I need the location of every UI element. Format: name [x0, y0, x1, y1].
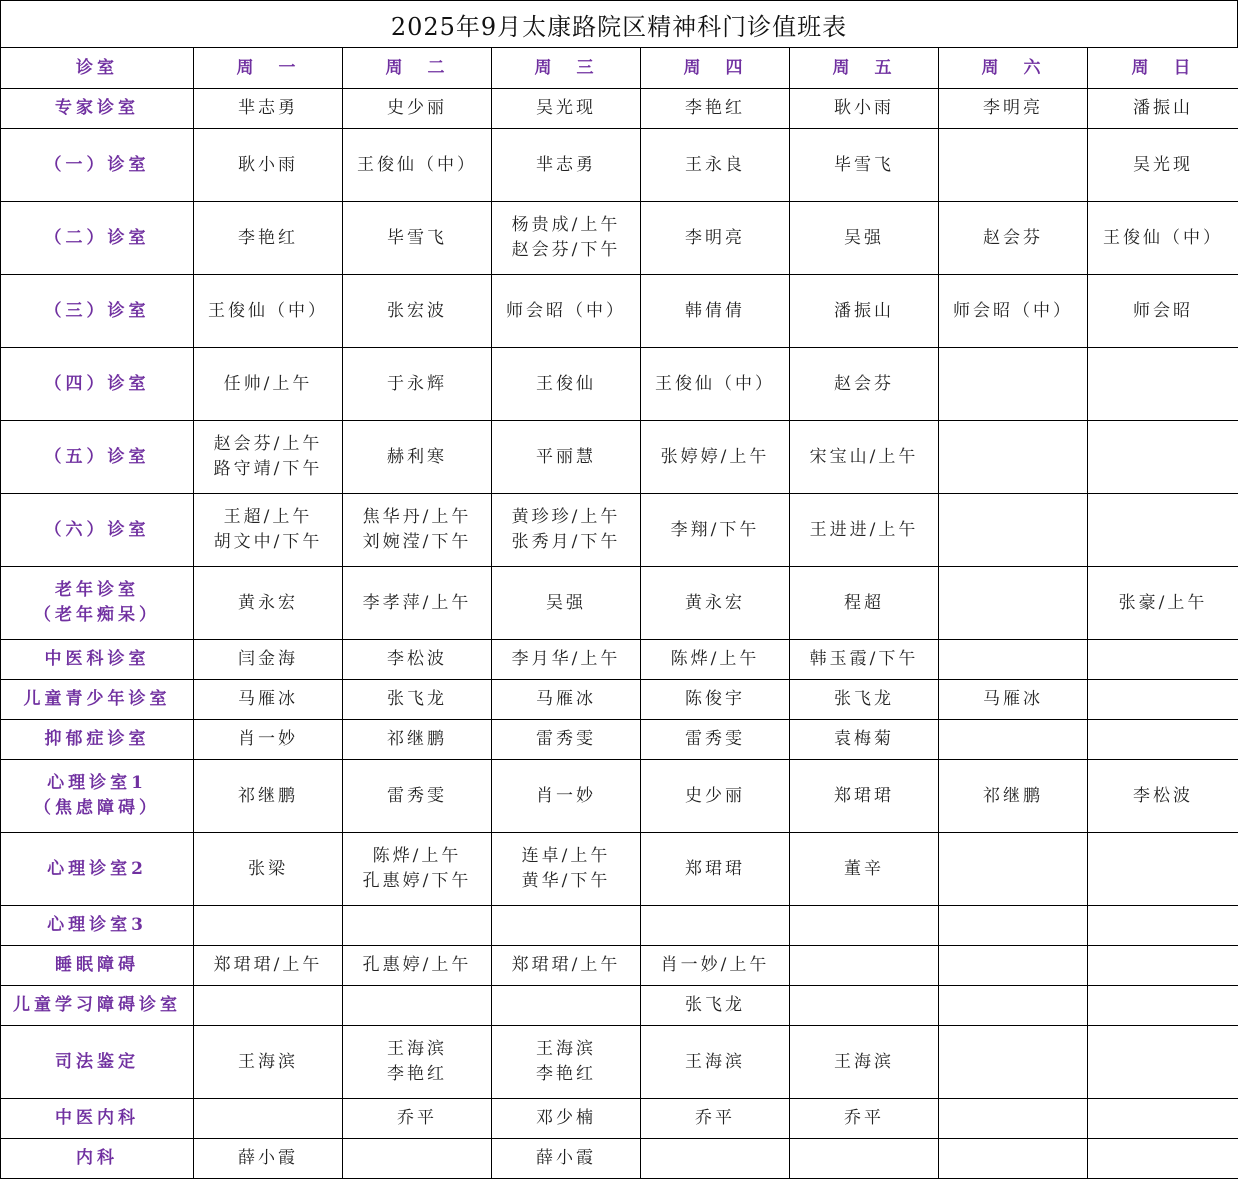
- schedule-cell: [343, 1139, 492, 1179]
- table-row: [1, 567, 1238, 640]
- room-name: 内科: [1, 1139, 194, 1179]
- room-name: （六）诊室: [1, 494, 194, 567]
- header-room: 诊室: [1, 48, 194, 89]
- schedule-cell: 李明亮: [641, 202, 790, 275]
- schedule-cell: 袁梅菊: [790, 720, 939, 760]
- room-name: 儿童学习障碍诊室: [1, 986, 194, 1026]
- schedule-cell: 毕雪飞: [343, 202, 492, 275]
- schedule-cell: [939, 720, 1088, 760]
- schedule-cell: [1088, 720, 1238, 760]
- schedule-cell: [939, 567, 1088, 640]
- schedule-cell: 潘振山: [790, 275, 939, 348]
- schedule-cell: [1088, 906, 1238, 946]
- schedule-cell: 王超/上午 胡文中/下午: [194, 494, 343, 567]
- schedule-cell: 吴光现: [492, 89, 641, 129]
- schedule-cell: [939, 1026, 1088, 1099]
- schedule-cell: 闫金海: [194, 640, 343, 680]
- schedule-cell: 郑珺珺: [790, 760, 939, 833]
- schedule-cell: 孔惠婷/上午: [343, 946, 492, 986]
- schedule-cell: 李月华/上午: [492, 640, 641, 680]
- table-row: [1, 1026, 1238, 1099]
- schedule-cell: [1088, 986, 1238, 1026]
- room-name: （四）诊室: [1, 348, 194, 421]
- schedule-cell: [194, 906, 343, 946]
- header-friday: 周 五: [790, 48, 939, 89]
- table-row: [1, 640, 1238, 680]
- schedule-cell: [1088, 946, 1238, 986]
- table-row: [1, 946, 1238, 986]
- schedule-cell: 祁继鹏: [939, 760, 1088, 833]
- table-row: [1, 421, 1238, 494]
- schedule-cell: [939, 833, 1088, 906]
- schedule-cell: 吴光现: [1088, 129, 1238, 202]
- schedule-cell: [939, 986, 1088, 1026]
- schedule-cell: 郑珺珺/上午: [194, 946, 343, 986]
- schedule-cell: 乔平: [343, 1099, 492, 1139]
- schedule-cell: 王永良: [641, 129, 790, 202]
- header-sunday: 周 日: [1088, 48, 1238, 89]
- schedule-cell: [1088, 1099, 1238, 1139]
- schedule-cell: [790, 946, 939, 986]
- schedule-cell: 王海滨: [641, 1026, 790, 1099]
- schedule-cell: 李松波: [1088, 760, 1238, 833]
- schedule-cell: 赫利寒: [343, 421, 492, 494]
- schedule-cell: 王海滨 李艳红: [343, 1026, 492, 1099]
- schedule-cell: 薛小霞: [194, 1139, 343, 1179]
- schedule-cell: 芈志勇: [194, 89, 343, 129]
- schedule-cell: [939, 1139, 1088, 1179]
- schedule-cell: 芈志勇: [492, 129, 641, 202]
- schedule-cell: [641, 1139, 790, 1179]
- room-name: 专家诊室: [1, 89, 194, 129]
- schedule-cell: [790, 1139, 939, 1179]
- schedule-cell: [194, 986, 343, 1026]
- table-row: [1, 1139, 1238, 1179]
- schedule-cell: 李艳红: [641, 89, 790, 129]
- table-row: [1, 275, 1238, 348]
- schedule-cell: 乔平: [790, 1099, 939, 1139]
- schedule-cell: 陈烨/上午 孔惠婷/下午: [343, 833, 492, 906]
- schedule-cell: [939, 906, 1088, 946]
- schedule-cell: 李艳红: [194, 202, 343, 275]
- schedule-cell: 赵会芬: [790, 348, 939, 421]
- schedule-cell: 王俊仙（中）: [343, 129, 492, 202]
- room-name: （二）诊室: [1, 202, 194, 275]
- schedule-cell: [343, 906, 492, 946]
- schedule-cell: 张梁: [194, 833, 343, 906]
- schedule-cell: [1088, 640, 1238, 680]
- schedule-table: [0, 47, 1238, 1179]
- schedule-cell: 赵会芬: [939, 202, 1088, 275]
- schedule-cell: [939, 946, 1088, 986]
- schedule-cell: 师会昭（中）: [492, 275, 641, 348]
- schedule-cell: 董辛: [790, 833, 939, 906]
- header-wednesday: 周 三: [492, 48, 641, 89]
- room-name: （五）诊室: [1, 421, 194, 494]
- schedule-cell: [939, 1099, 1088, 1139]
- schedule-cell: 程超: [790, 567, 939, 640]
- table-row: [1, 833, 1238, 906]
- room-name: （三）诊室: [1, 275, 194, 348]
- schedule-cell: [492, 906, 641, 946]
- room-name: 中医内科: [1, 1099, 194, 1139]
- schedule-cell: 吴强: [790, 202, 939, 275]
- schedule-cell: 连卓/上午 黄华/下午: [492, 833, 641, 906]
- schedule-cell: 赵会芬/上午 路守靖/下午: [194, 421, 343, 494]
- schedule-cell: 韩玉霞/下午: [790, 640, 939, 680]
- schedule-cell: [1088, 680, 1238, 720]
- schedule-cell: 李明亮: [939, 89, 1088, 129]
- schedule-cell: 陈烨/上午: [641, 640, 790, 680]
- schedule-cell: 王海滨: [194, 1026, 343, 1099]
- header-monday: 周 一: [194, 48, 343, 89]
- page-title: 2025年9月太康路院区精神科门诊值班表: [0, 0, 1238, 48]
- schedule-cell: 王进进/上午: [790, 494, 939, 567]
- table-row: [1, 202, 1238, 275]
- schedule-cell: 雷秀雯: [343, 760, 492, 833]
- schedule-cell: 祁继鹏: [194, 760, 343, 833]
- schedule-cell: [790, 906, 939, 946]
- schedule-cell: 焦华丹/上午 刘婉滢/下午: [343, 494, 492, 567]
- room-name: 心理诊室3: [1, 906, 194, 946]
- schedule-cell: 师会昭: [1088, 275, 1238, 348]
- schedule-cell: 祁继鹏: [343, 720, 492, 760]
- schedule-cell: [1088, 1139, 1238, 1179]
- schedule-cell: 杨贵成/上午 赵会芬/下午: [492, 202, 641, 275]
- schedule-cell: 肖一妙: [492, 760, 641, 833]
- room-name: （一）诊室: [1, 129, 194, 202]
- schedule-cell: 陈俊宇: [641, 680, 790, 720]
- room-name: 中医科诊室: [1, 640, 194, 680]
- schedule-cell: 雷秀雯: [641, 720, 790, 760]
- schedule-cell: 邓少楠: [492, 1099, 641, 1139]
- schedule-cell: [939, 348, 1088, 421]
- room-name: 儿童青少年诊室: [1, 680, 194, 720]
- table-row: [1, 1099, 1238, 1139]
- schedule-cell: [641, 906, 790, 946]
- header-row: [1, 48, 1238, 89]
- table-row: [1, 986, 1238, 1026]
- room-name: 心理诊室2: [1, 833, 194, 906]
- room-name: 老年诊室 （老年痴呆）: [1, 567, 194, 640]
- schedule-cell: [492, 986, 641, 1026]
- table-row: [1, 760, 1238, 833]
- schedule-cell: 平丽慧: [492, 421, 641, 494]
- header-tuesday: 周 二: [343, 48, 492, 89]
- schedule-cell: 张宏波: [343, 275, 492, 348]
- schedule-cell: 薛小霞: [492, 1139, 641, 1179]
- room-name: 抑郁症诊室: [1, 720, 194, 760]
- schedule-cell: 李松波: [343, 640, 492, 680]
- schedule-cell: [939, 421, 1088, 494]
- schedule-cell: [790, 986, 939, 1026]
- schedule-cell: [939, 640, 1088, 680]
- schedule-cell: 王俊仙（中）: [641, 348, 790, 421]
- table-row: [1, 494, 1238, 567]
- schedule-cell: [343, 986, 492, 1026]
- schedule-cell: 韩倩倩: [641, 275, 790, 348]
- schedule-cell: [1088, 421, 1238, 494]
- schedule-cell: 张飞龙: [790, 680, 939, 720]
- schedule-cell: 吴强: [492, 567, 641, 640]
- schedule-cell: 马雁冰: [939, 680, 1088, 720]
- schedule-cell: 黄永宏: [641, 567, 790, 640]
- schedule-cell: 王海滨: [790, 1026, 939, 1099]
- schedule-cell: 郑珺珺: [641, 833, 790, 906]
- schedule-cell: 郑珺珺/上午: [492, 946, 641, 986]
- table-row: [1, 680, 1238, 720]
- schedule-cell: 马雁冰: [194, 680, 343, 720]
- schedule-cell: 张豪/上午: [1088, 567, 1238, 640]
- schedule-cell: 师会昭（中）: [939, 275, 1088, 348]
- schedule-cell: 黄珍珍/上午 张秀月/下午: [492, 494, 641, 567]
- schedule-cell: 肖一妙: [194, 720, 343, 760]
- schedule-cell: 肖一妙/上午: [641, 946, 790, 986]
- schedule-cell: 李翔/下午: [641, 494, 790, 567]
- schedule-cell: [1088, 833, 1238, 906]
- room-name: 司法鉴定: [1, 1026, 194, 1099]
- schedule-cell: 马雁冰: [492, 680, 641, 720]
- header-thursday: 周 四: [641, 48, 790, 89]
- schedule-cell: 毕雪飞: [790, 129, 939, 202]
- schedule-cell: 任帅/上午: [194, 348, 343, 421]
- table-row: [1, 906, 1238, 946]
- schedule-cell: [1088, 494, 1238, 567]
- schedule-cell: 耿小雨: [194, 129, 343, 202]
- schedule-cell: 张婷婷/上午: [641, 421, 790, 494]
- schedule-cell: 史少丽: [641, 760, 790, 833]
- schedule-cell: 黄永宏: [194, 567, 343, 640]
- room-name: 心理诊室1 （焦虑障碍）: [1, 760, 194, 833]
- schedule-cell: 宋宝山/上午: [790, 421, 939, 494]
- schedule-cell: [939, 494, 1088, 567]
- schedule-cell: 史少丽: [343, 89, 492, 129]
- schedule-cell: 李孝萍/上午: [343, 567, 492, 640]
- schedule-cell: 于永辉: [343, 348, 492, 421]
- schedule-cell: [1088, 1026, 1238, 1099]
- table-row: [1, 348, 1238, 421]
- schedule-cell: 耿小雨: [790, 89, 939, 129]
- schedule-cell: 王海滨 李艳红: [492, 1026, 641, 1099]
- schedule-cell: [939, 129, 1088, 202]
- schedule-cell: 潘振山: [1088, 89, 1238, 129]
- schedule-cell: 王俊仙（中）: [194, 275, 343, 348]
- schedule-cell: 雷秀雯: [492, 720, 641, 760]
- schedule-cell: 张飞龙: [343, 680, 492, 720]
- header-saturday: 周 六: [939, 48, 1088, 89]
- schedule-cell: 王俊仙: [492, 348, 641, 421]
- schedule-cell: [194, 1099, 343, 1139]
- table-row: [1, 720, 1238, 760]
- schedule-cell: 张飞龙: [641, 986, 790, 1026]
- room-name: 睡眠障碍: [1, 946, 194, 986]
- table-row: [1, 89, 1238, 129]
- schedule-cell: 王俊仙（中）: [1088, 202, 1238, 275]
- table-row: [1, 129, 1238, 202]
- schedule-cell: 乔平: [641, 1099, 790, 1139]
- schedule-cell: [1088, 348, 1238, 421]
